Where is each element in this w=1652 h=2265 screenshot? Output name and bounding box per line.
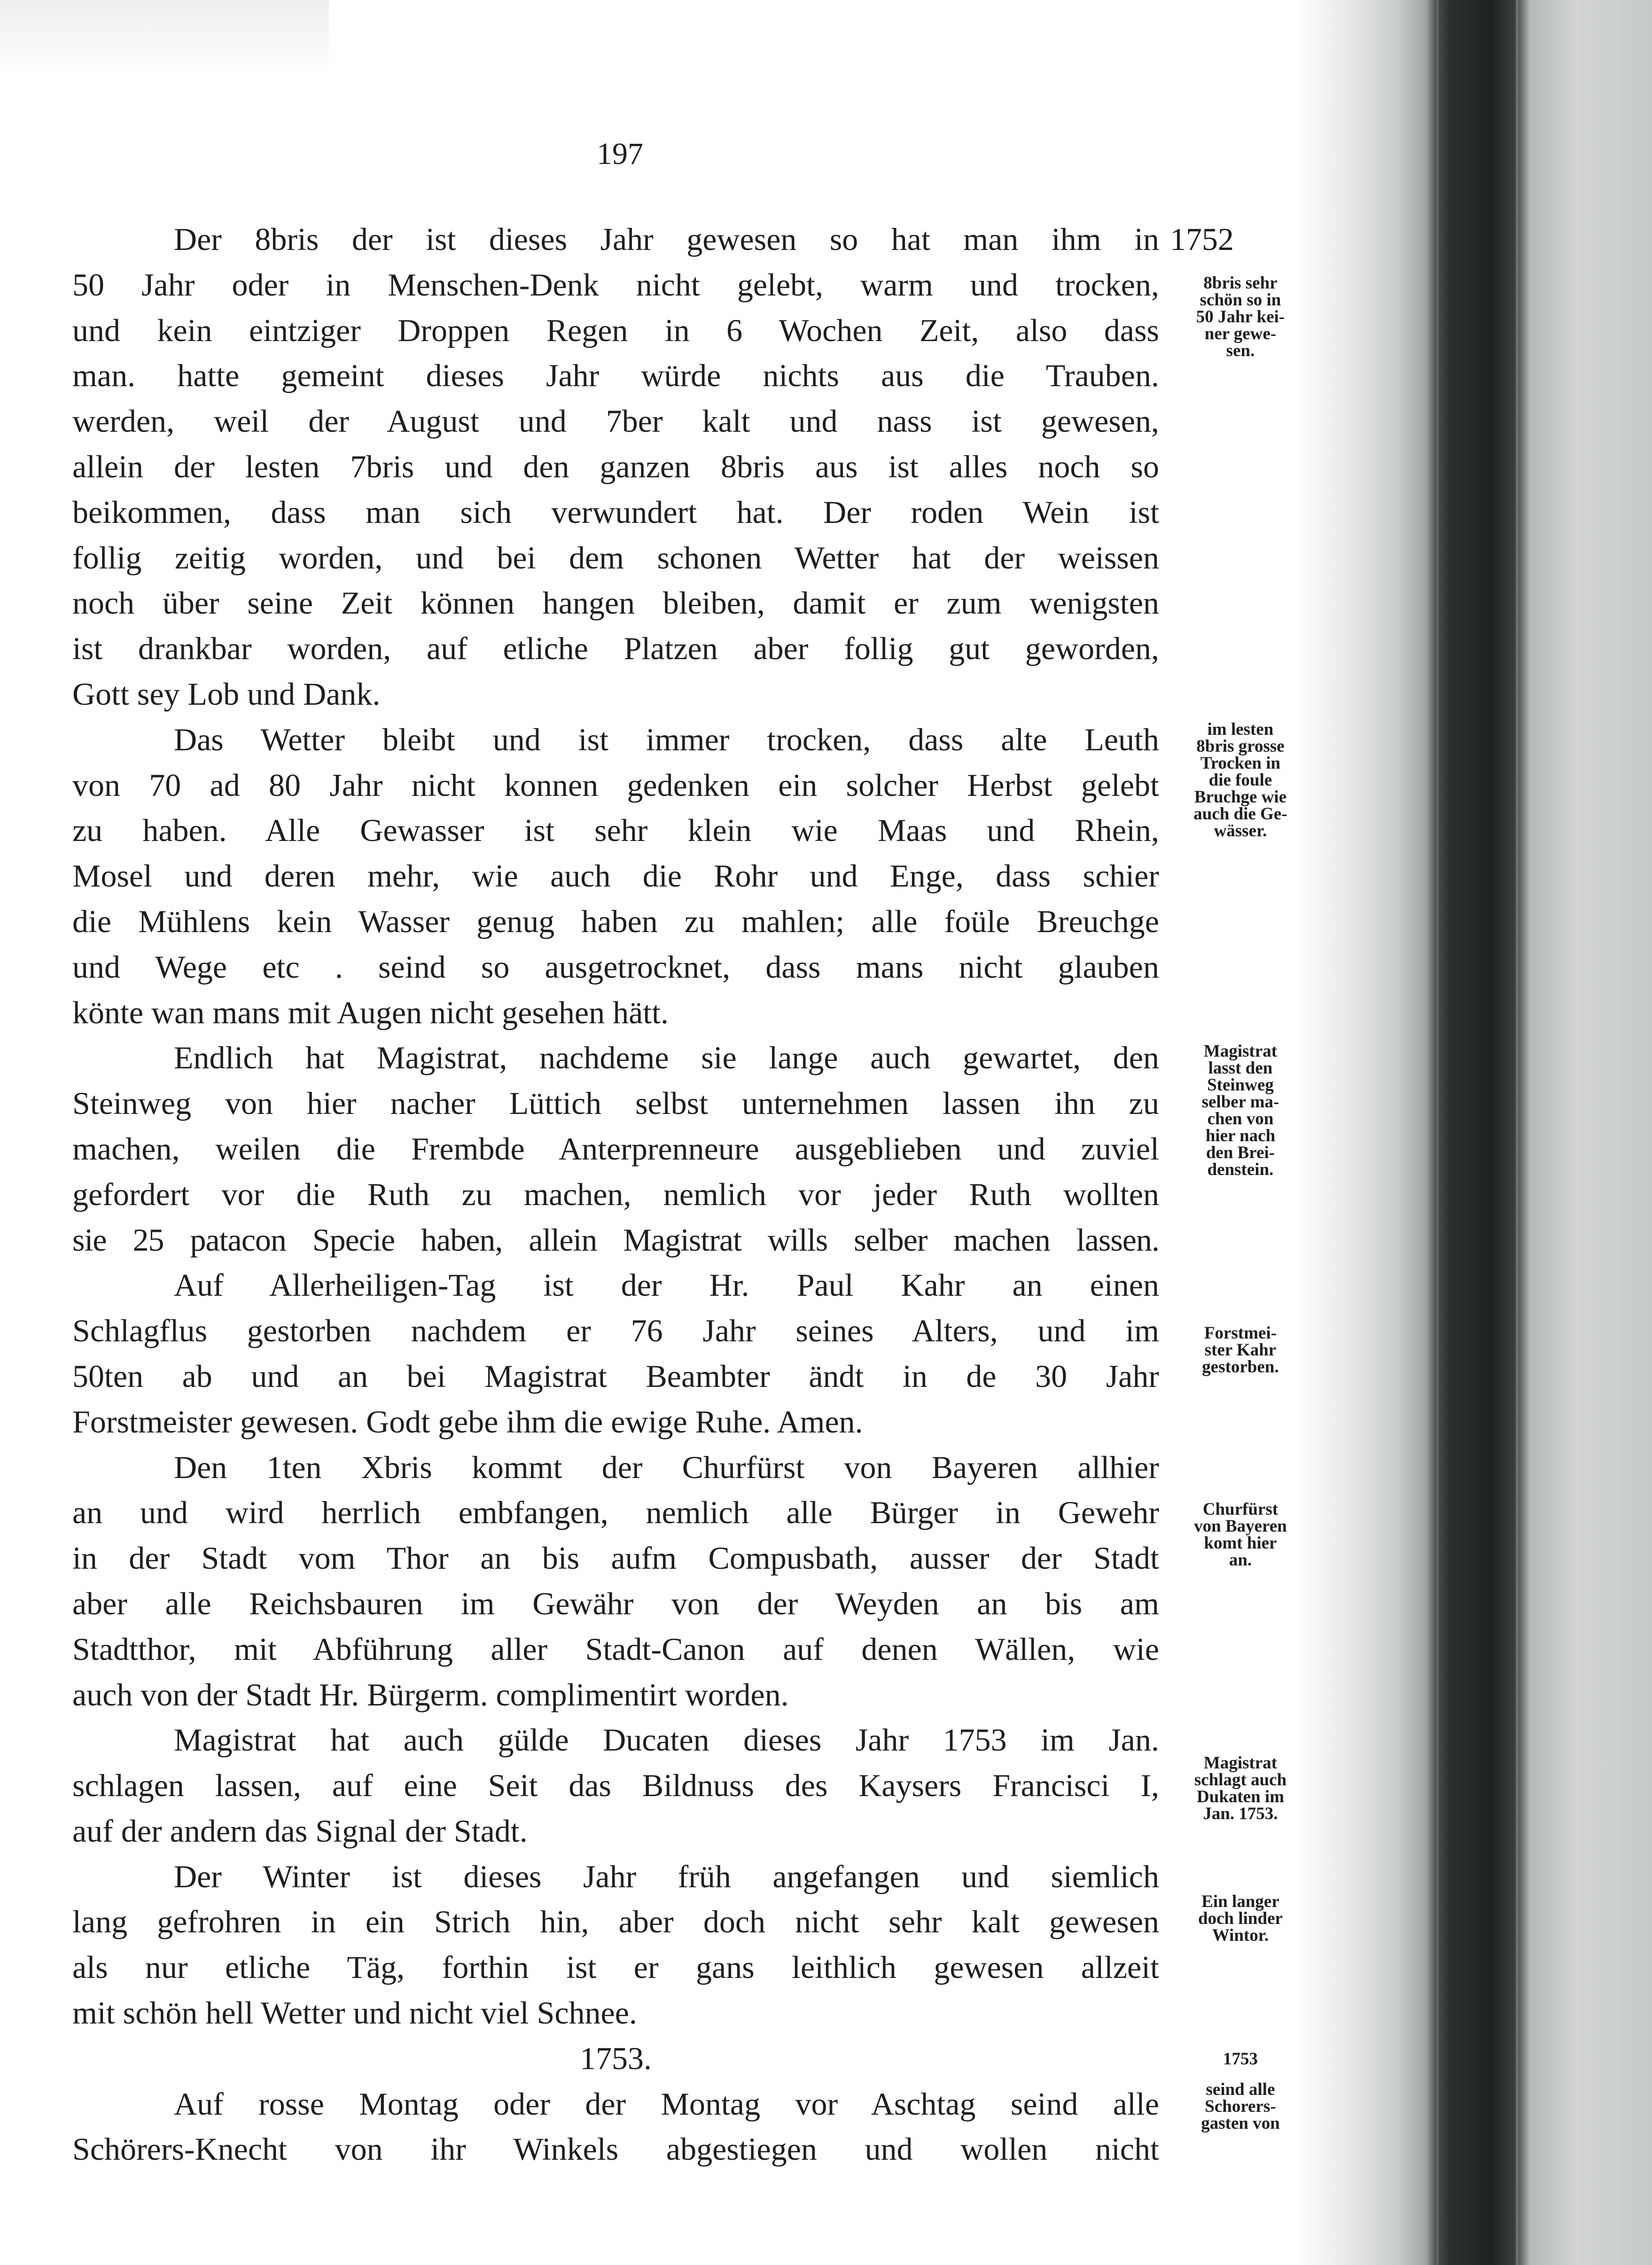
margin-note-year bbox=[1161, 2051, 1320, 2068]
margin-note bbox=[1161, 1043, 1320, 1178]
text-line: Den 1ten Xbris kommt der Churfürst von Bayeren allhier bbox=[174, 1449, 1159, 1485]
margin-note bbox=[1161, 1501, 1320, 1569]
note-line: den Brei- bbox=[1206, 1143, 1275, 1162]
note-line: schön so in bbox=[1200, 290, 1281, 310]
text-line: zu haben. Alle Gewasser ist sehr klein wie Maas und Rhein, bbox=[72, 812, 1159, 848]
note-line: komt hier bbox=[1204, 1533, 1277, 1553]
note-line: Schorers- bbox=[1205, 2097, 1276, 2116]
text-line: Forstmeister gewesen. Godt gebe ihm die ewige Ruhe. Amen. bbox=[72, 1403, 863, 1440]
text-line: die Mühlens kein Wasser genug haben zu mahlen; alle foüle Breuchge bbox=[72, 903, 1159, 939]
note-line: 8bris grosse bbox=[1196, 737, 1285, 756]
margin-note bbox=[1161, 1325, 1320, 1376]
note-line: von Bayeren bbox=[1194, 1517, 1287, 1536]
text-line: und Wege etc . seind so ausgetrocknet, dass mans nicht glauben bbox=[72, 949, 1159, 985]
text-line: Mosel und deren mehr, wie auch die Rohr und Enge, dass schier bbox=[72, 858, 1159, 894]
text-line: mit schön hell Wetter und nicht viel Schnee. bbox=[72, 1995, 637, 2031]
margin-year: 1752 bbox=[1170, 221, 1234, 257]
text-line: Steinweg von hier nacher Lüttich selbst unternehmen lassen ihn zu bbox=[72, 1085, 1159, 1121]
text-line: von 70 ad 80 Jahr nicht konnen gedenken ein solcher Herbst gelebt bbox=[72, 767, 1159, 803]
note-line: 8bris sehr bbox=[1203, 273, 1278, 293]
note-line: schlagt auch bbox=[1194, 1770, 1287, 1790]
text-line: Der Winter ist dieses Jahr früh angefangen und siemlich bbox=[174, 1858, 1159, 1894]
text-line: gefordert vor die Ruth zu machen, nemlich vor jeder Ruth wollten bbox=[72, 1176, 1159, 1212]
note-line: gestorben. bbox=[1202, 1357, 1279, 1377]
note-line: sen. bbox=[1226, 341, 1255, 360]
text-line: 50 Jahr oder in Menschen-Denk nicht gelebt, warm und trocken, bbox=[72, 266, 1159, 303]
text-line: Auf Allerheiligen-Tag ist der Hr. Paul Kahr an einen bbox=[174, 1267, 1159, 1303]
page-number: 197 bbox=[597, 137, 643, 171]
text-line: beikommen, dass man sich verwundert hat. Der roden Wein ist bbox=[72, 494, 1159, 530]
margin-note bbox=[1161, 1755, 1320, 1822]
text-line: Auf rosse Montag oder der Montag vor Aschtag seind alle bbox=[174, 2086, 1159, 2122]
text-line: 50ten ab und an bei Magistrat Beambter ändt in de 30 Jahr bbox=[72, 1358, 1159, 1394]
note-line: an. bbox=[1229, 1550, 1252, 1570]
margin-note bbox=[1161, 2081, 1320, 2132]
note-line: seind alle bbox=[1206, 2080, 1275, 2099]
note-line: 1753 bbox=[1223, 2049, 1258, 2069]
note-line: die foule bbox=[1208, 771, 1272, 790]
text-line: Magistrat hat auch gülde Ducaten dieses Jahr 1753 im Jan. bbox=[174, 1722, 1159, 1758]
note-line: gasten von bbox=[1201, 2114, 1280, 2133]
note-line: ster Kahr bbox=[1204, 1340, 1277, 1360]
note-line: Steinweg bbox=[1207, 1075, 1274, 1095]
text-line: an und wird herrlich embfangen, nemlich alle Bürger in Gewehr bbox=[72, 1494, 1159, 1531]
text-line: ist drankbar worden, auf etliche Platzen aber follig gut geworden, bbox=[72, 630, 1159, 667]
text-line: auch von der Stadt Hr. Bürgerm. complimentirt worden. bbox=[72, 1676, 789, 1712]
note-line: hier nach bbox=[1205, 1126, 1276, 1145]
note-line: Forstmei- bbox=[1204, 1323, 1277, 1343]
text-line: als nur etliche Täg, forthin ist er gans leithlich gewesen allzeit bbox=[72, 1949, 1159, 1985]
note-line: Jan. 1753. bbox=[1203, 1804, 1278, 1823]
text-line: Schörers-Knecht von ihr Winkels abgestiegen und wollen nicht bbox=[72, 2131, 1159, 2167]
note-line: Magistrat bbox=[1203, 1753, 1278, 1773]
text-line: lang gefrohren in ein Strich hin, aber doch nicht sehr kalt gewesen bbox=[72, 1904, 1159, 1940]
note-line: denstein. bbox=[1207, 1160, 1274, 1179]
margin-note bbox=[1161, 721, 1320, 840]
note-line: wässer. bbox=[1214, 821, 1267, 841]
note-line: auch die Ge- bbox=[1193, 804, 1287, 824]
text-line: sie 25 patacon Specie haben, allein Magistrat wills selber machen lassen. bbox=[72, 1222, 1159, 1258]
note-line: Churfürst bbox=[1202, 1500, 1278, 1519]
text-line: Das Wetter bleibt und ist immer trocken, dass alte Leuth bbox=[174, 721, 1159, 757]
text-line: werden, weil der August und 7ber kalt und nass ist gewesen, bbox=[72, 403, 1159, 439]
note-line: 50 Jahr kei- bbox=[1196, 307, 1285, 327]
text-line: aber alle Reichsbauren im Gewähr von der Weyden an bis am bbox=[72, 1585, 1159, 1621]
book-binding-shadow bbox=[1295, 0, 1652, 2265]
text-line: machen, weilen die Frembde Anterprenneure ausgeblieben und zuviel bbox=[72, 1130, 1159, 1167]
note-line: lasst den bbox=[1208, 1059, 1273, 1078]
text-line: Der 8bris der ist dieses Jahr gewesen so hat man ihm in bbox=[174, 221, 1159, 257]
text-line: Endlich hat Magistrat, nachdeme sie lange auch gewartet, den bbox=[174, 1040, 1159, 1076]
text-line: in der Stadt vom Thor an bis aufm Compusbath, ausser der Stadt bbox=[72, 1540, 1159, 1576]
note-line: im lesten bbox=[1207, 720, 1274, 739]
note-line: selber ma- bbox=[1201, 1092, 1279, 1112]
text-line: schlagen lassen, auf eine Seit das Bildnuss des Kaysers Francisci I, bbox=[72, 1767, 1159, 1804]
note-line: Wintor. bbox=[1212, 1926, 1269, 1945]
text-line: auf der andern das Signal der Stadt. bbox=[72, 1813, 528, 1849]
section-heading-1753: 1753. bbox=[580, 2040, 652, 2076]
scan-noise bbox=[0, 0, 329, 75]
text-line: und kein eintziger Droppen Regen in 6 Wochen Zeit, also dass bbox=[72, 312, 1159, 348]
note-line: Trocken in bbox=[1200, 754, 1281, 773]
text-line: Gott sey Lob und Dank. bbox=[72, 676, 381, 712]
note-line: Magistrat bbox=[1203, 1042, 1278, 1061]
text-line: follig zeitig worden, und bei dem schonen Wetter hat der weissen bbox=[72, 539, 1159, 576]
note-line: ner gewe- bbox=[1204, 324, 1277, 343]
margin-note bbox=[1161, 1893, 1320, 1944]
body-text bbox=[72, 217, 1159, 2172]
note-line: Bruchge wie bbox=[1194, 787, 1287, 807]
note-line: Dukaten im bbox=[1196, 1787, 1285, 1806]
text-line: Stadtthor, mit Abführung aller Stadt-Canon auf denen Wällen, wie bbox=[72, 1631, 1159, 1667]
margin-note bbox=[1161, 275, 1320, 359]
text-line: allein der lesten 7bris und den ganzen 8bris aus ist alles noch so bbox=[72, 448, 1159, 484]
note-line: Ein langer bbox=[1201, 1892, 1279, 1911]
note-line: doch linder bbox=[1198, 1909, 1283, 1928]
text-line: man. hatte gemeint dieses Jahr würde nichts aus die Trauben. bbox=[72, 358, 1159, 394]
note-line: chen von bbox=[1207, 1109, 1274, 1129]
binding-edge bbox=[1436, 0, 1439, 2265]
text-line: Schlagflus gestorben nachdem er 76 Jahr seines Alters, und im bbox=[72, 1313, 1159, 1349]
binding-edge bbox=[1516, 0, 1519, 2265]
text-line: könte wan mans mit Augen nicht gesehen hätt. bbox=[72, 994, 669, 1030]
text-line: noch über seine Zeit können hangen bleiben, damit er zum wenigsten bbox=[72, 585, 1159, 621]
